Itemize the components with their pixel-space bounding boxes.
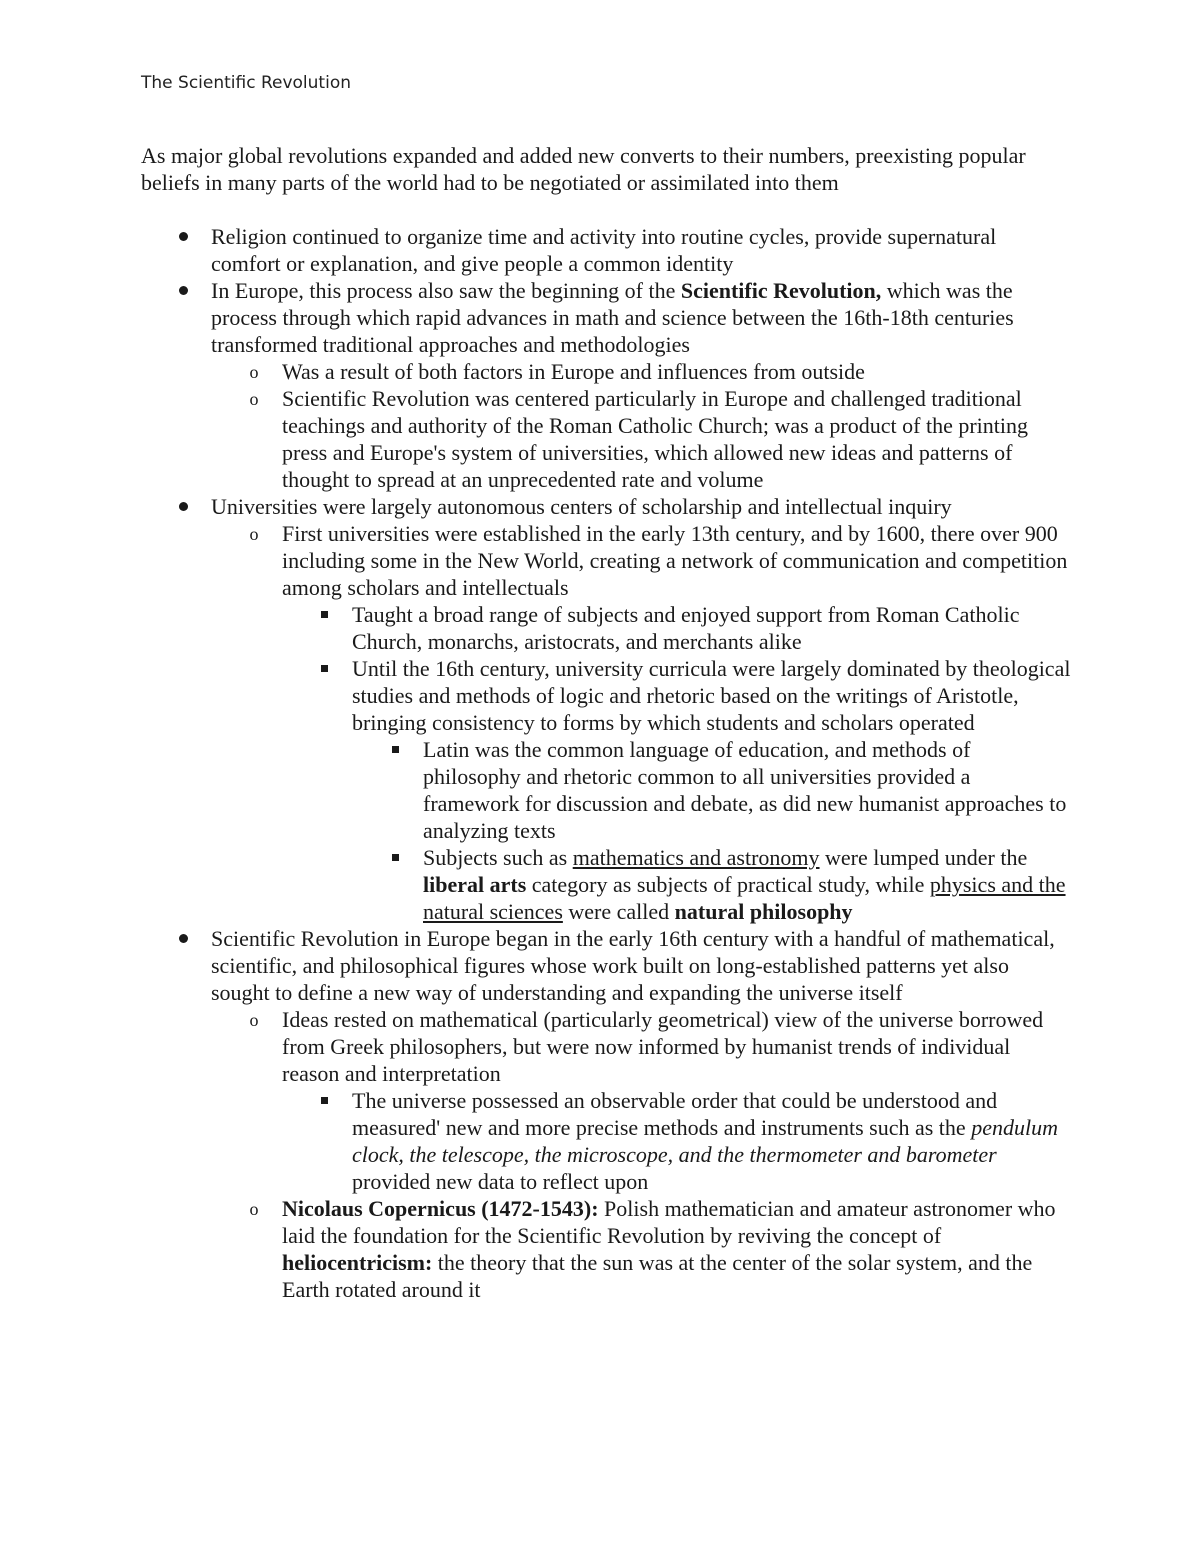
bullet-square-icon <box>314 601 334 628</box>
underlined-term: physics and the natural sciences <box>423 872 1066 924</box>
list-item-text: which was the process through which rapid advances in math and science between the 16th-18th centuries transformed traditional approaches and methodologies <box>211 278 1014 357</box>
document-body <box>141 142 1071 1303</box>
bullet-dot-icon <box>173 925 193 952</box>
bullet-circle-icon <box>244 1195 264 1222</box>
list-item-text: were called <box>562 899 675 924</box>
list-item-text: Subjects such as <box>423 845 573 870</box>
list-item-text: Scientific Revolution in Europe began in the early 16th century with a handful of mathematical, scientific, and philosophical figures whose work built on long-established patterns yet also sought to define a new way of understanding and expanding the universe itself <box>211 926 1055 1005</box>
list-item <box>352 1087 1071 1195</box>
bullet-dot-icon <box>173 277 193 304</box>
list-item <box>249 358 1071 385</box>
bold-term: heliocentricism: <box>282 1250 433 1275</box>
list-item-text: category as subjects of practical study, while <box>526 872 930 897</box>
underlined-term: mathematics and astronomy <box>572 845 820 870</box>
list-item-text: Scientific Revolution was centered particularly in Europe and challenged traditional teachings and authority of the Roman Catholic Church; was a product of the printing press and Europe's system of universities, which allowed new ideas and patterns of thought to spread at an unprecedented rate and volume <box>282 386 1028 492</box>
list-item <box>249 385 1071 493</box>
document-title: The Scientific Revolution <box>141 73 351 93</box>
bold-term: natural philosophy <box>674 899 853 924</box>
list-item <box>211 925 1071 1006</box>
list-item-text: Taught a broad range of subjects and enjoyed support from Roman Catholic Church, monarchs, aristocrats, and merchants alike <box>352 602 1020 654</box>
bold-term: liberal arts <box>423 872 527 897</box>
bullet-circle-icon <box>244 520 264 547</box>
bullet-circle-icon <box>244 385 264 412</box>
list-item-text: Latin was the common language of education, and methods of philosophy and rhetoric common to all universities provided a framework for discussion and debate, as did new humanist approaches to analyzing texts <box>423 737 1067 843</box>
list-item-text: Religion continued to organize time and activity into routine cycles, provide supernatural comfort or explanation, and give people a common identity <box>211 224 997 276</box>
bullet-circle-glyph: o <box>249 523 259 544</box>
list-item-text: In Europe, this process also saw the beginning of the <box>211 278 681 303</box>
list-item <box>423 844 1071 925</box>
bullet-square-icon <box>314 655 334 682</box>
intro-paragraph: As major global revolutions expanded and added new converts to their numbers, preexisting popular beliefs in many parts of the world had to be negotiated or assimilated into them <box>141 143 1026 195</box>
italic-term: pendulum clock, the telescope, the microscope, and the thermometer and barometer <box>352 1115 1058 1167</box>
bullet-dot-icon <box>173 223 193 250</box>
bold-term: Nicolaus Copernicus (1472-1543): <box>282 1196 599 1221</box>
list-item <box>352 601 1071 655</box>
list-item-text: the theory that the sun was at the center of the solar system, and the Earth rotated around it <box>282 1250 1033 1302</box>
list-item-text: The universe possessed an observable order that could be understood and measured' new and more precise methods and instruments such as the <box>352 1088 998 1140</box>
list-item-text: provided new data to reflect upon <box>352 1169 649 1194</box>
list-item <box>249 1006 1071 1087</box>
list-item-text: were lumped under the <box>819 845 1028 870</box>
list-item <box>423 736 1071 844</box>
list-item <box>249 520 1071 601</box>
list-item <box>211 223 1071 277</box>
bullet-circle-glyph: o <box>249 1009 259 1030</box>
bullet-square-icon <box>385 844 405 871</box>
bullet-square-icon <box>385 736 405 763</box>
list-item <box>211 277 1071 358</box>
bullet-circle-icon <box>244 1006 264 1033</box>
list-item-text: Universities were largely autonomous centers of scholarship and intellectual inquiry <box>211 494 952 519</box>
list-item <box>249 1195 1071 1303</box>
bullet-circle-glyph: o <box>249 361 259 382</box>
list-item-text: Polish mathematician and amateur astronomer who laid the foundation for the Scientific Revolution by reviving the concept of <box>282 1196 1056 1248</box>
bullet-square-icon <box>314 1087 334 1114</box>
bullet-dot-icon <box>173 493 193 520</box>
bullet-circle-glyph: o <box>249 388 259 409</box>
list-item-text: Until the 16th century, university curricula were largely dominated by theological studies and methods of logic and rhetoric based on the writings of Aristotle, bringing consistency to forms by which students and scholars operated <box>352 656 1071 735</box>
bullet-circle-glyph: o <box>249 1198 259 1219</box>
list-item-text: Ideas rested on mathematical (particularly geometrical) view of the universe borrowed from Greek philosophers, but were now informed by humanist trends of individual reason and interpretation <box>282 1007 1044 1086</box>
bold-term: Scientific Revolution, <box>680 278 882 303</box>
list-item-text: First universities were established in the early 13th century, and by 1600, there over 900 including some in the New World, creating a network of communication and competition among scholars and intellectuals <box>282 521 1068 600</box>
list-item <box>211 493 1071 520</box>
list-item-text: Was a result of both factors in Europe and influences from outside <box>282 359 865 384</box>
list-item <box>352 655 1071 736</box>
bullet-circle-icon <box>244 358 264 385</box>
